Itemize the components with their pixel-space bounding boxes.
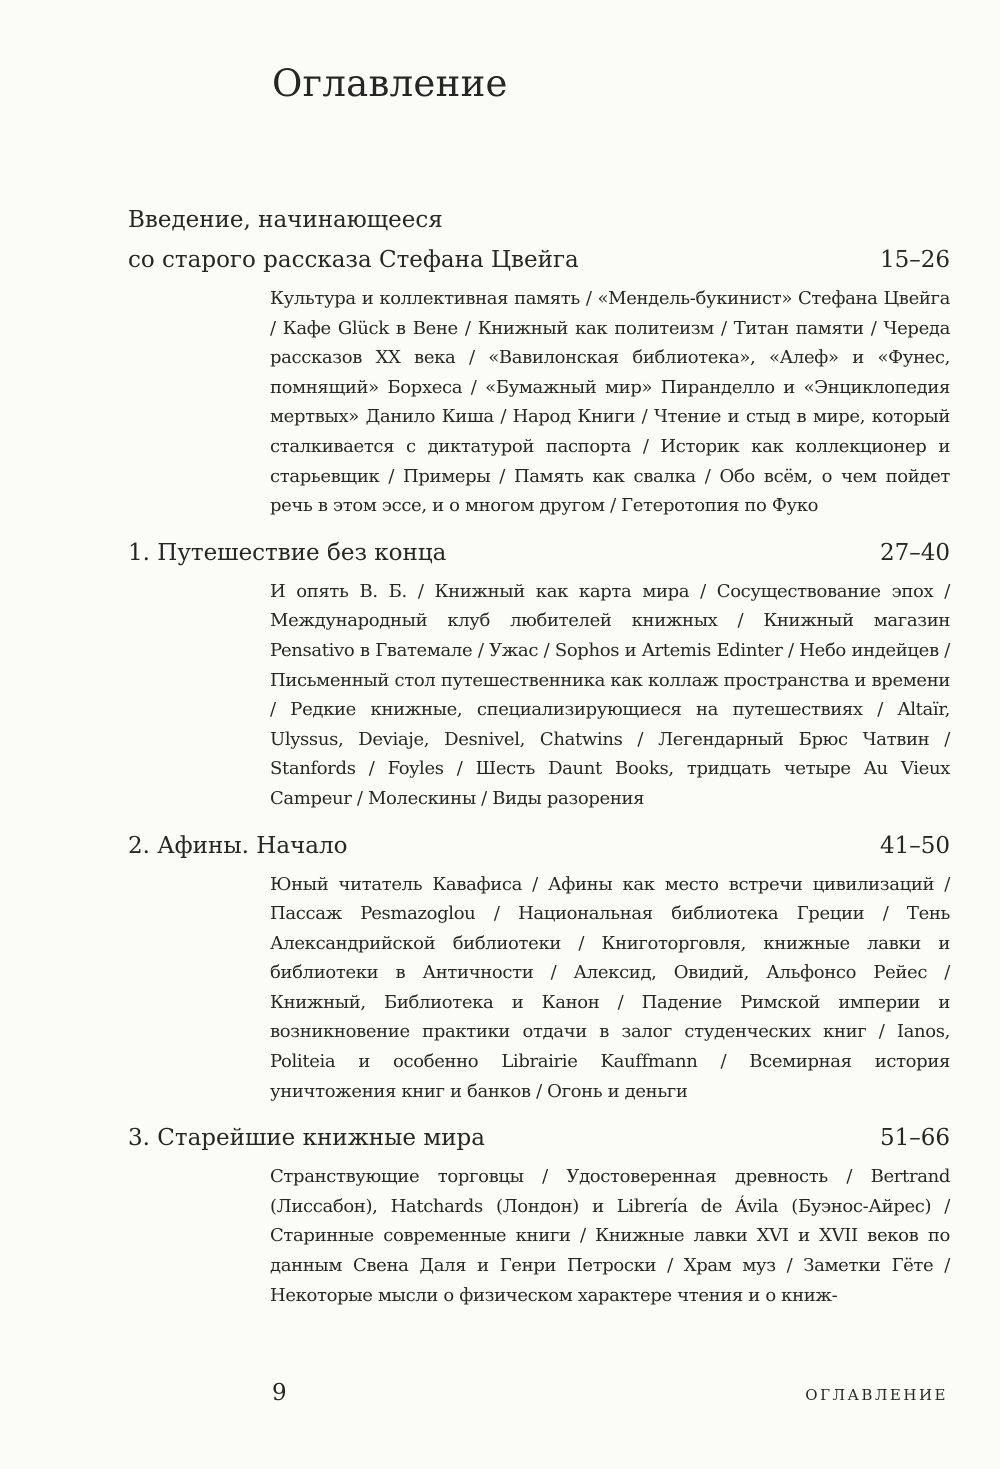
toc-entry-pages: 15–26 bbox=[879, 247, 950, 273]
toc-entry-description: Юный читатель Кавафиса / Афины как место встречи цивилизаций / Пассаж Pesmazoglou / Национальная библиотека Греции / Тень Александрийской библиотеки / Книготорговля, книжные лавки и библиотеки в Античности / Алексид, Овидий, Альфонсо Рейес / Книжный, Библиотека и Канон / Падение Римской империи и возникновение практики отдачи в залог студенческих книг / Ianos, Politeia и особенно Librairie Kauffmann / Всемирная история уничтожения книг и банков / Огонь и деньги bbox=[270, 873, 950, 1102]
toc-entry-heading bbox=[128, 1118, 950, 1158]
toc-entry-pages: 51–66 bbox=[879, 1125, 950, 1152]
toc-entry-pages: 27–40 bbox=[879, 539, 950, 566]
toc-entry-description: И опять В. Б. / Книжный как карта мира / Сосуществование эпох / Международный клуб любителей книжных / Книжный магазин Pensativo в Гватемале / Ужас / Sophos и Artemis Edinter / Небо индейцев / Письменный стол путешественника как коллаж пространства и времени / Редкие книжные, специализирующиеся на путешествиях / Altaïr, Ulyssus, Deviaje, Desnivel, Chatwins / Легендарный Брюс Чатвин / Stanfords / Foyles / Шесть Daunt Books, тридцать четыре Au Vieux Campeur / Молескины / Виды разорения bbox=[270, 580, 950, 809]
toc-entry-chapter-3 bbox=[128, 1118, 950, 1310]
running-head: ОГЛАВЛЕНИЕ bbox=[805, 1386, 948, 1404]
toc-entry-pages: 41–50 bbox=[879, 832, 950, 859]
table-of-contents bbox=[128, 200, 950, 1322]
toc-entry-chapter-2 bbox=[128, 826, 950, 1107]
toc-entry-description: Странствующие торговцы / Удостоверенная древность / Bertrand (Лиссабон), Hatchards (Лондон) и Librería de Ávila (Буэнос-Айрес) / Старинные современные книги / Книжные лавки XVI и XVII веков по данным Свена Даля и Генри Петроски / Храм муз / Заметки Гёте / Некоторые мысли о физическом характере чтения и о книж- bbox=[270, 1166, 950, 1306]
toc-entry-title: 1. Путешествие без конца bbox=[128, 539, 447, 566]
page-number: 9 bbox=[272, 1380, 287, 1406]
toc-entry-heading bbox=[128, 200, 950, 280]
toc-entry-introduction bbox=[128, 200, 950, 521]
toc-entry-heading bbox=[128, 826, 950, 866]
toc-entry-chapter-1 bbox=[128, 533, 950, 814]
toc-entry-description: Культура и коллективная память / «Мендель-букинист» Стефана Цвейга / Кафе Glück в Вене / Книжный как политеизм / Титан памяти / Череда рассказов XX века / «Вавилонская библиотека», «Алеф» и «Фунес, помнящий» Борхеса / «Бумажный мир» Пиранделло и «Энциклопедия мертвых» Данило Киша / Народ Книги / Чтение и стыд в мире, который сталкивается с диктатурой паспорта / Историк как коллекционер и старьевщик / Примеры / Память как свалка / Обо всём, о чем пойдет речь в этом эссе, и о многом другом / Гетеротопия по Фуко bbox=[270, 288, 950, 517]
toc-entry-title: Введение, начинающееся со старого рассказа Стефана Цвейга bbox=[128, 207, 579, 273]
toc-entry-title: 3. Старейшие книжные мира bbox=[128, 1125, 485, 1152]
toc-entry-heading bbox=[128, 533, 950, 573]
toc-entry-title: 2. Афины. Начало bbox=[128, 832, 348, 859]
page-title: Оглавление bbox=[272, 62, 508, 105]
